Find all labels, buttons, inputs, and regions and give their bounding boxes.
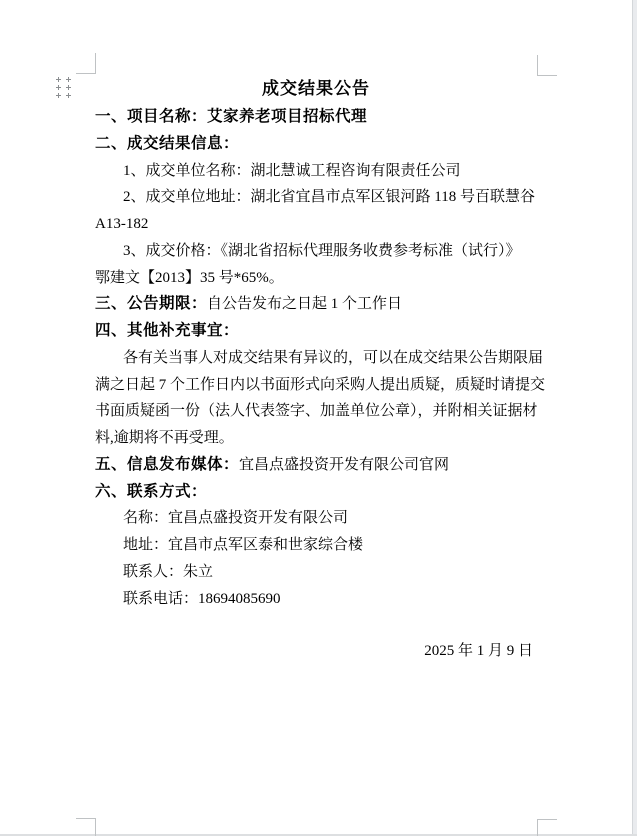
section-heading-announcement-period [95, 291, 537, 318]
section-heading-result-info: 二、成交结果信息： [95, 134, 240, 152]
drag-handle-dot [56, 93, 61, 98]
date-line: 2025 年 1 月 9 日 [424, 643, 533, 660]
drag-handle-dot [66, 85, 71, 90]
drag-handle-dot [56, 85, 61, 90]
body-line-objection-3: 书面质疑函一份（法人代表签字、加盖单位公章），并附相关证据材 [95, 403, 538, 420]
body-line-winner-address: 2、成交单位地址：湖北省宜昌市点军区银河路 118 号百联慧谷 [123, 189, 535, 206]
body-line-price-wrap: 鄂建文【2013】35 号*65%。 [95, 269, 284, 286]
drag-handle-dot [66, 93, 71, 98]
margin-crop-mark-top-right [537, 55, 557, 76]
body-line-winner-name: 1、成交单位名称：湖北慧诚工程咨询有限责任公司 [123, 162, 461, 179]
heading-label: 五、信息发布媒体： [95, 455, 240, 473]
body-line-contact-address: 地址：宜昌市点军区泰和世家综合楼 [123, 537, 364, 553]
body-line-contact-phone: 联系电话：18694085690 [123, 590, 281, 607]
heading-value: 自公告发布之日起 1 个工作日 [207, 296, 403, 313]
body-line-contact-name: 名称：宜昌点盛投资开发有限公司 [123, 510, 349, 527]
section-heading-other-matters: 四、其他补充事宜： [95, 322, 240, 339]
document-body [95, 74, 546, 665]
heading-label: 三、公告期限： [95, 295, 208, 313]
drag-handle-dot [56, 77, 61, 82]
drag-handle-dot [66, 77, 71, 82]
body-line-objection-1: 各有关当事人对成交结果有异议的，可以在成交结果公告期限届 [123, 349, 544, 366]
section-heading-contact: 六、联系方式： [95, 482, 208, 500]
scrollbar-track[interactable] [632, 0, 637, 836]
doc-title: 成交结果公告 [262, 79, 370, 98]
margin-crop-mark-bottom-right [537, 819, 557, 836]
section-heading-publish-media [95, 452, 537, 479]
drag-handle-icon[interactable] [56, 77, 71, 98]
body-line-objection-2: 满之日起 7 个工作日内以书面形式向采购人提出质疑，质疑时请提交 [95, 376, 546, 393]
heading-value: 宜昌点盛投资开发有限公司官网 [239, 456, 450, 473]
body-line-winner-address-wrap: A13-182 [95, 216, 149, 232]
body-line-contact-person: 联系人：朱立 [123, 563, 214, 580]
body-line-price: 3、成交价格：《湖北省招标代理服务收费参考标准（试行）》 [123, 242, 521, 259]
margin-crop-mark-top-left [76, 53, 96, 74]
section-heading-project-name: 一、项目名称：艾家养老项目招标代理 [95, 108, 368, 125]
body-line-objection-4: 料,逾期将不再受理。 [95, 430, 234, 446]
margin-crop-mark-bottom-left [76, 818, 96, 836]
